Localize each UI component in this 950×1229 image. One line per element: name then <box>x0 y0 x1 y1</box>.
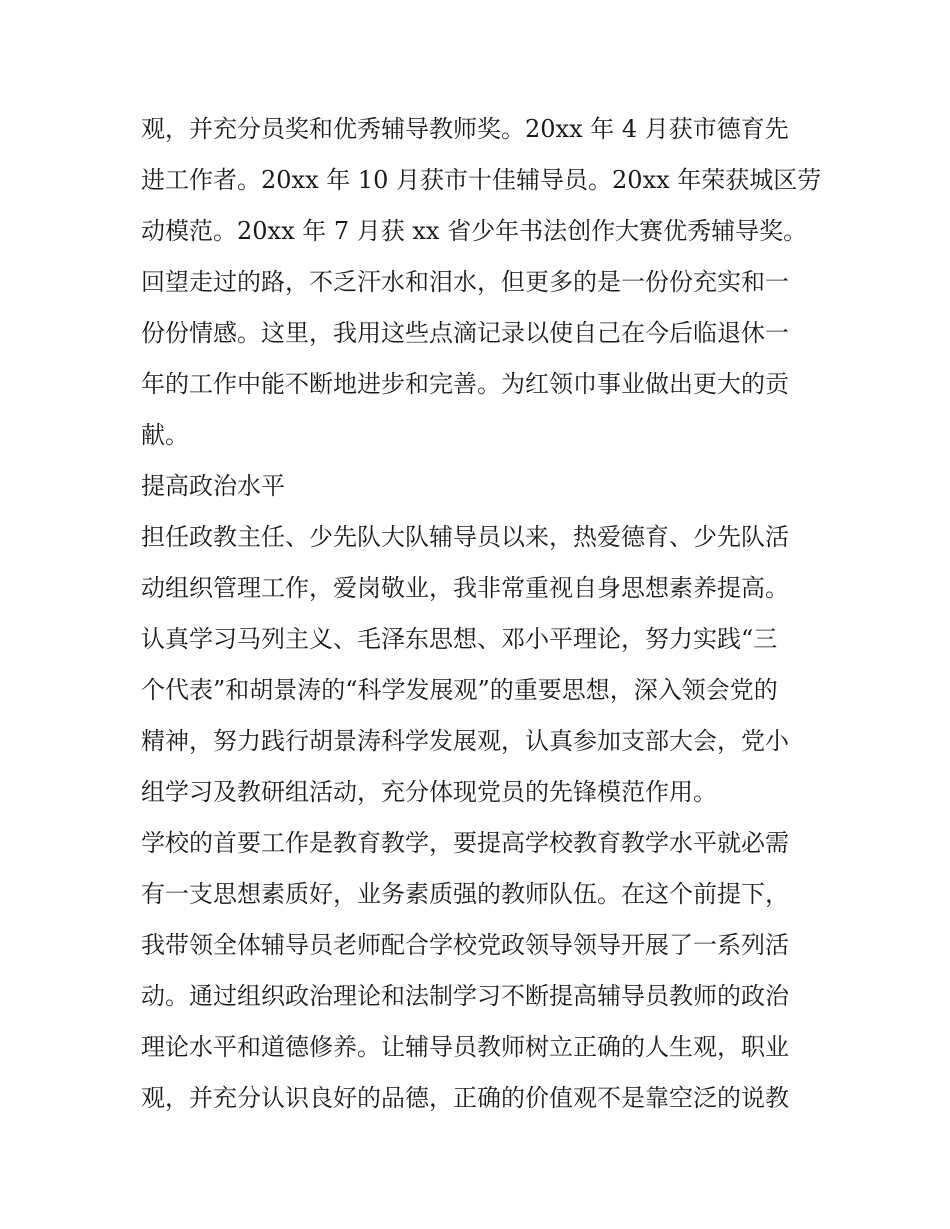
text-line-3: 动模范。20xx 年 7 月获 xx 省少年书法创作大赛优秀辅导奖。 <box>141 217 808 245</box>
text-line-19: 理论水平和道德修养。让辅导员教师树立正确的人生观，职业 <box>141 1033 789 1061</box>
text-line-12: 个代表”和胡景涛的“科学发展观”的重要思想，深入领会党的 <box>141 676 778 704</box>
text-line-7: 献。 <box>141 421 189 449</box>
text-line-1: 观，并充分员奖和优秀辅导教师奖。20xx 年 4 月获市德育先 <box>141 115 789 143</box>
text-line-4: 回望走过的路，不乏汗水和泪水，但更多的是一份份充实和一 <box>141 268 789 296</box>
text-line-17: 我带领全体辅导员老师配合学校党政领导领导开展了一系列活 <box>141 931 789 959</box>
text-line-5: 份份情感。这里，我用这些点滴记录以使自己在今后临退休一 <box>141 319 789 347</box>
text-line-20: 观，并充分认识良好的品德，正确的价值观不是靠空泛的说教 <box>141 1084 789 1112</box>
document-body <box>141 104 831 1124</box>
text-line-16: 有一支思想素质好，业务素质强的教师队伍。在这个前提下， <box>141 880 789 908</box>
text-line-18: 动。通过组织政治理论和法制学习不断提高辅导员教师的政治 <box>141 982 789 1010</box>
section-heading: 提高政治水平 <box>141 472 285 500</box>
text-line-6: 年的工作中能不断地进步和完善。为红领巾事业做出更大的贡 <box>141 370 789 398</box>
text-line-14: 组学习及教研组活动，充分体现党员的先锋模范作用。 <box>141 778 717 806</box>
text-line-10: 动组织管理工作，爱岗敬业，我非常重视自身思想素养提高。 <box>141 574 789 602</box>
text-line-2: 进工作者。20xx 年 10 月获市十佳辅导员。20xx 年荣获城区劳 <box>141 166 822 194</box>
text-line-9: 担任政教主任、少先队大队辅导员以来，热爱德育、少先队活 <box>141 523 789 551</box>
text-line-11: 认真学习马列主义、毛泽东思想、邓小平理论，努力实践“三 <box>141 625 778 653</box>
text-line-13: 精神，努力践行胡景涛科学发展观，认真参加支部大会，党小 <box>141 727 789 755</box>
text-line-15: 学校的首要工作是教育教学，要提高学校教育教学水平就必需 <box>141 829 789 857</box>
